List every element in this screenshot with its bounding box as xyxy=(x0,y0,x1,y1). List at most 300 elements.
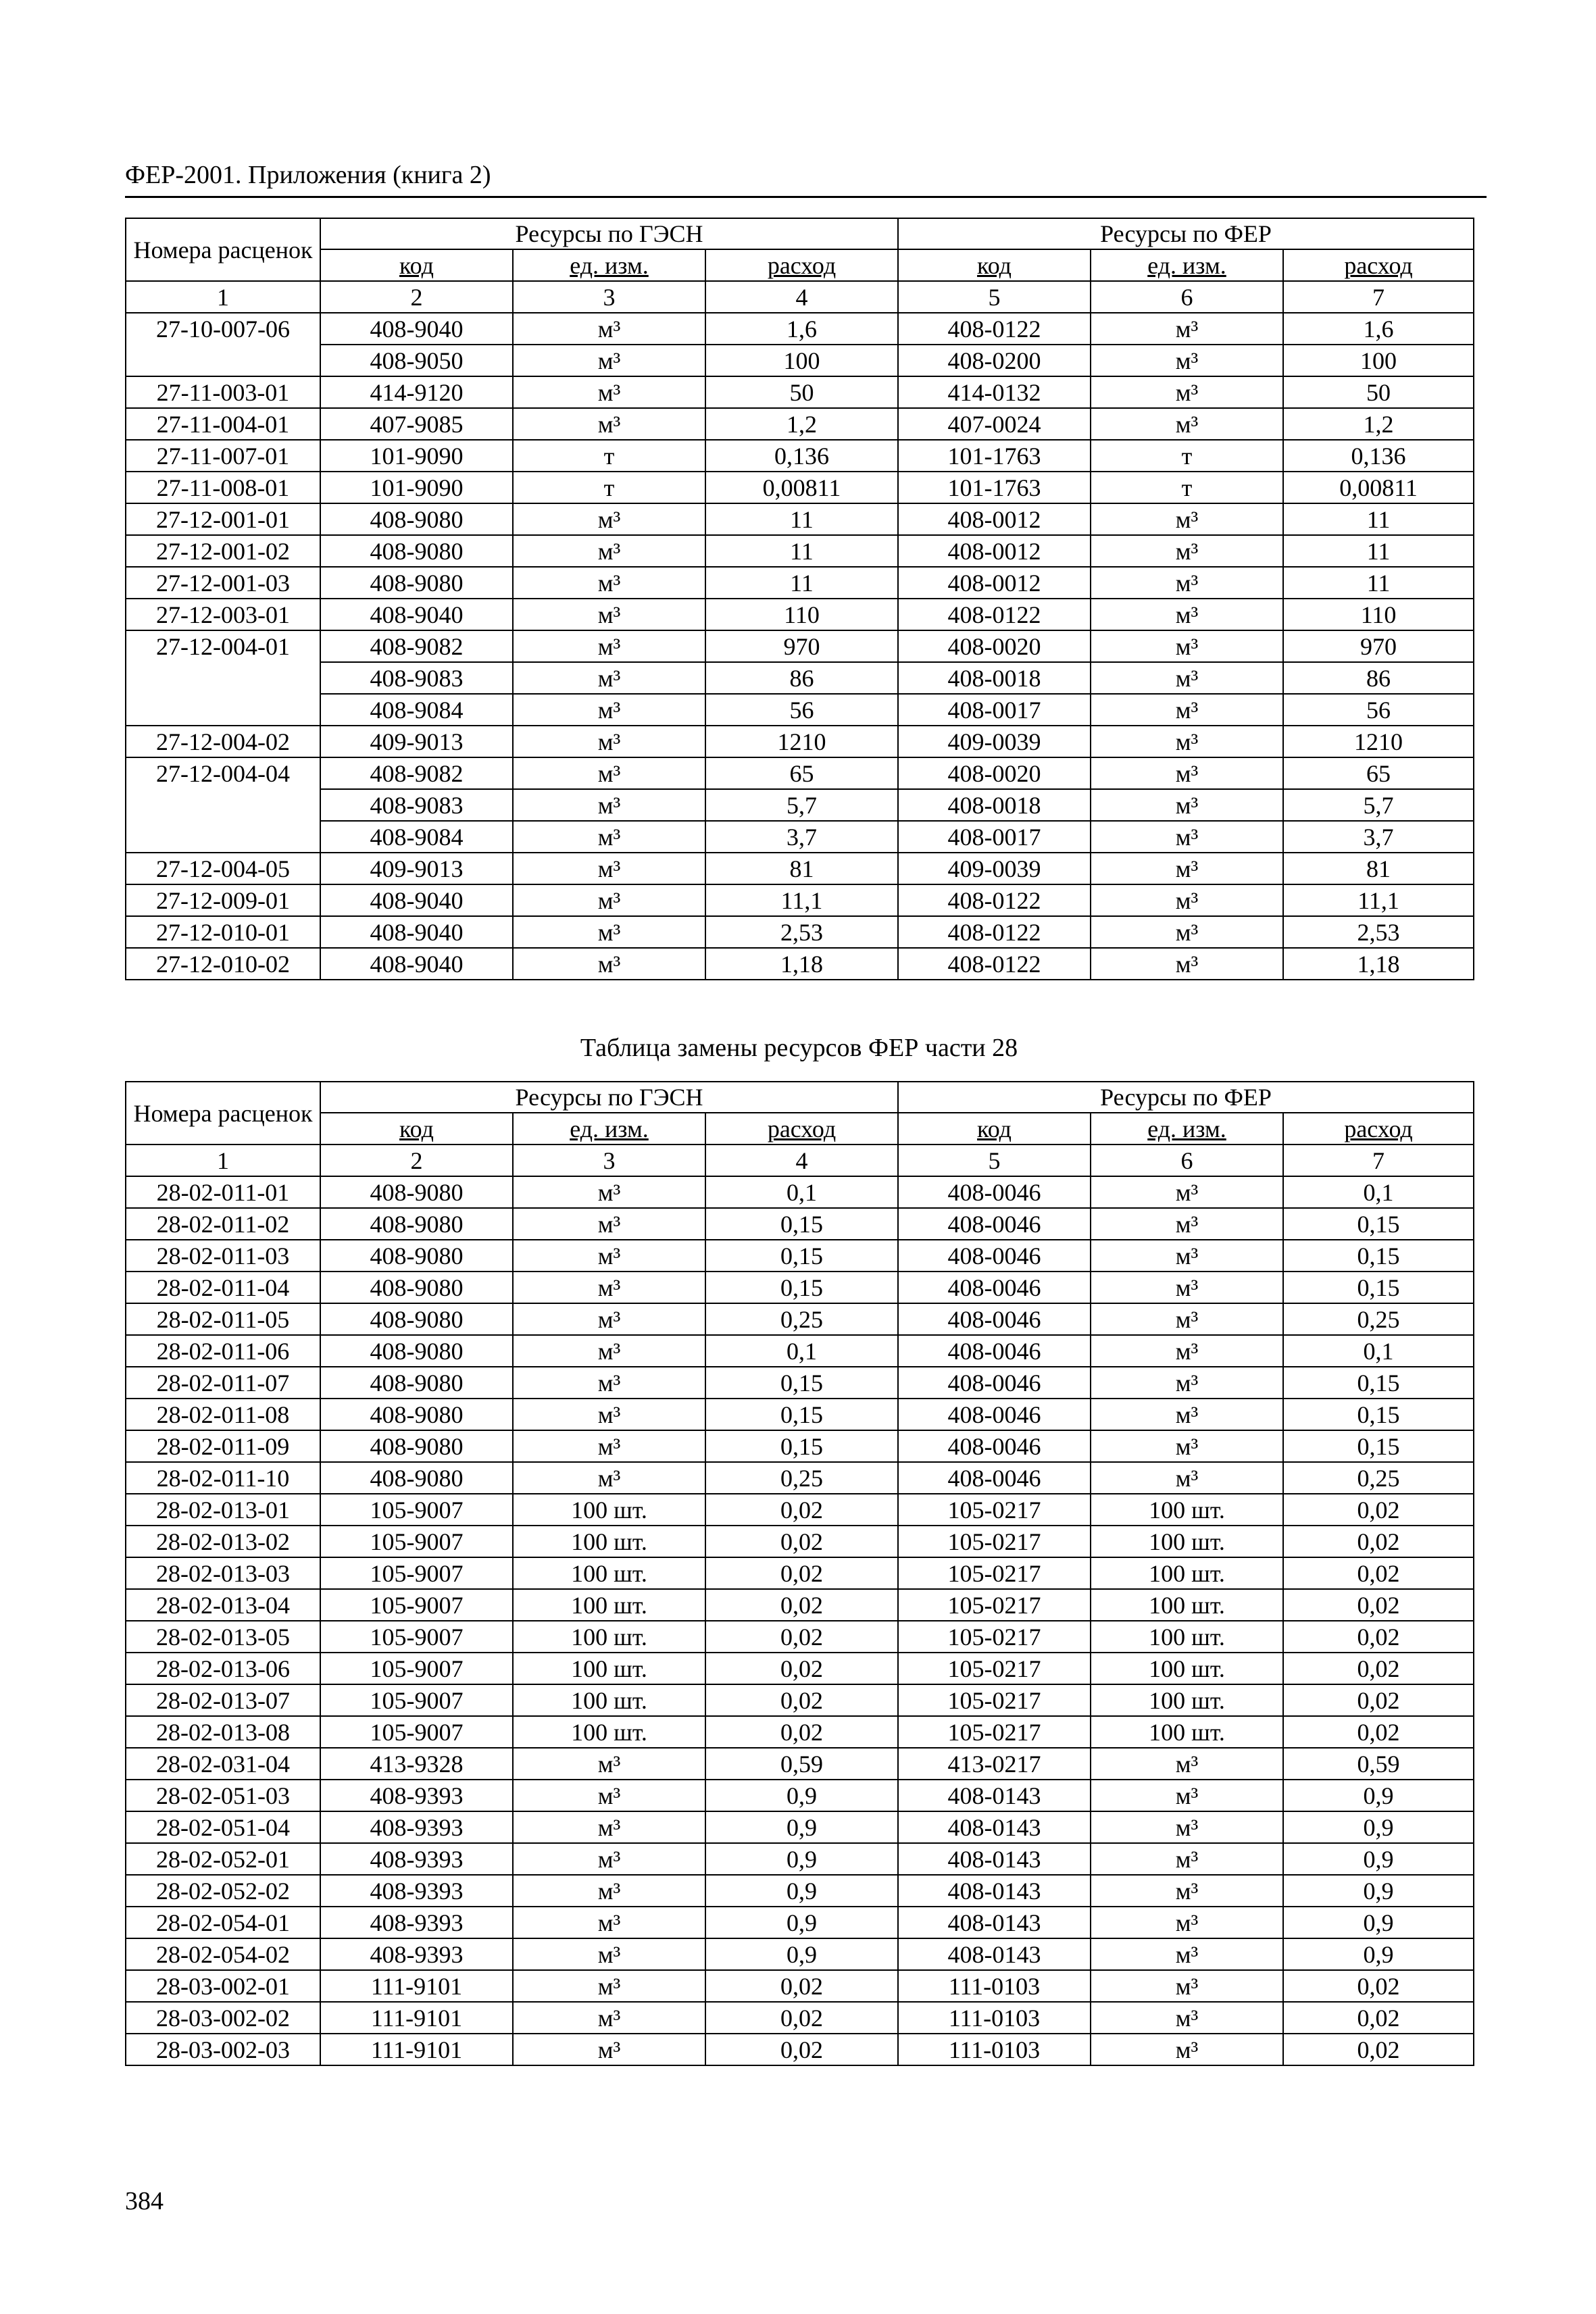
gesn-unit-cell: 100 шт. xyxy=(513,1557,705,1589)
header-gesn-consumption: расход xyxy=(705,1113,898,1145)
fer-unit-cell: м³ xyxy=(1091,1938,1283,1970)
gesn-unit-cell: м³ xyxy=(513,821,705,853)
gesn-code-cell: 105-9007 xyxy=(320,1653,513,1684)
gesn-unit-cell: т xyxy=(513,440,705,472)
fer-code-cell: 105-0217 xyxy=(898,1621,1091,1653)
fer-code-cell: 408-0017 xyxy=(898,821,1091,853)
table-row xyxy=(126,567,1474,599)
header-rates: Номера расценок xyxy=(126,218,320,281)
table-row xyxy=(126,376,1474,408)
gesn-unit-cell: м³ xyxy=(513,853,705,884)
fer-consumption-cell: 0,25 xyxy=(1283,1462,1474,1494)
gesn-code-cell: 408-9084 xyxy=(320,821,513,853)
fer-code-cell: 408-0200 xyxy=(898,345,1091,376)
rate-number-cell: 27-12-004-01 xyxy=(126,630,320,662)
gesn-consumption-cell: 100 xyxy=(705,345,898,376)
gesn-code-cell: 101-9090 xyxy=(320,440,513,472)
fer-code-cell: 111-0103 xyxy=(898,2002,1091,2034)
gesn-code-cell: 408-9080 xyxy=(320,567,513,599)
fer-consumption-cell: 0,9 xyxy=(1283,1843,1474,1875)
fer-consumption-cell: 0,02 xyxy=(1283,1494,1474,1526)
gesn-unit-cell: м³ xyxy=(513,567,705,599)
gesn-consumption-cell: 81 xyxy=(705,853,898,884)
table-row xyxy=(126,1875,1474,1907)
gesn-code-cell: 111-9101 xyxy=(320,2034,513,2065)
gesn-consumption-cell: 0,9 xyxy=(705,1875,898,1907)
rate-number-cell: 28-02-011-09 xyxy=(126,1430,320,1462)
fer-unit-cell: м³ xyxy=(1091,1462,1283,1494)
fer-unit-cell: 100 шт. xyxy=(1091,1621,1283,1653)
gesn-unit-cell: м³ xyxy=(513,1780,705,1811)
fer-code-cell: 408-0020 xyxy=(898,757,1091,789)
rate-number-cell: 28-02-054-02 xyxy=(126,1938,320,1970)
fer-code-cell: 408-0046 xyxy=(898,1303,1091,1335)
page-number: 384 xyxy=(125,2187,164,2215)
fer-consumption-cell: 0,15 xyxy=(1283,1208,1474,1240)
table-row xyxy=(126,1462,1474,1494)
table-row xyxy=(126,1557,1474,1589)
fer-consumption-cell: 0,1 xyxy=(1283,1176,1474,1208)
gesn-consumption-cell: 970 xyxy=(705,630,898,662)
fer-code-cell: 408-0143 xyxy=(898,1780,1091,1811)
fer-code-cell: 101-1763 xyxy=(898,472,1091,503)
table-row xyxy=(126,1526,1474,1557)
gesn-code-cell: 408-9040 xyxy=(320,313,513,345)
fer-code-cell: 408-0122 xyxy=(898,599,1091,630)
header-gesn-code: код xyxy=(320,249,513,281)
gesn-code-cell: 408-9082 xyxy=(320,630,513,662)
fer-unit-cell: м³ xyxy=(1091,1907,1283,1938)
fer-unit-cell: 100 шт. xyxy=(1091,1494,1283,1526)
gesn-unit-cell: 100 шт. xyxy=(513,1589,705,1621)
table-row xyxy=(126,1399,1474,1430)
gesn-code-cell: 409-9013 xyxy=(320,853,513,884)
rate-number-cell: 28-02-011-04 xyxy=(126,1272,320,1303)
gesn-consumption-cell: 0,02 xyxy=(705,1557,898,1589)
table-row xyxy=(126,599,1474,630)
fer-consumption-cell: 5,7 xyxy=(1283,789,1474,821)
fer-code-cell: 408-0046 xyxy=(898,1208,1091,1240)
gesn-consumption-cell: 0,15 xyxy=(705,1367,898,1399)
gesn-code-cell: 105-9007 xyxy=(320,1494,513,1526)
gesn-code-cell: 408-9080 xyxy=(320,1303,513,1335)
fer-consumption-cell: 0,02 xyxy=(1283,1684,1474,1716)
fer-consumption-cell: 50 xyxy=(1283,376,1474,408)
gesn-consumption-cell: 0,02 xyxy=(705,2034,898,2065)
rate-number-cell: 28-02-031-04 xyxy=(126,1748,320,1780)
gesn-unit-cell: м³ xyxy=(513,1811,705,1843)
gesn-consumption-cell: 0,9 xyxy=(705,1843,898,1875)
gesn-unit-cell: м³ xyxy=(513,2002,705,2034)
table-row xyxy=(126,1430,1474,1462)
header-gesn-consumption: расход xyxy=(705,249,898,281)
gesn-unit-cell: м³ xyxy=(513,1430,705,1462)
gesn-code-cell: 408-9080 xyxy=(320,503,513,535)
rate-number-cell: 28-02-013-01 xyxy=(126,1494,320,1526)
fer-code-cell: 408-0017 xyxy=(898,694,1091,726)
gesn-code-cell: 408-9050 xyxy=(320,345,513,376)
fer-code-cell: 408-0018 xyxy=(898,662,1091,694)
gesn-unit-cell: м³ xyxy=(513,535,705,567)
fer-consumption-cell: 0,02 xyxy=(1283,1716,1474,1748)
gesn-consumption-cell: 11 xyxy=(705,567,898,599)
gesn-code-cell: 408-9080 xyxy=(320,1399,513,1430)
fer-consumption-cell: 0,00811 xyxy=(1283,472,1474,503)
table-row xyxy=(126,2034,1474,2065)
rate-number-cell: 27-11-004-01 xyxy=(126,408,320,440)
header-gesn-code: код xyxy=(320,1113,513,1145)
fer-unit-cell: м³ xyxy=(1091,630,1283,662)
fer-unit-cell: м³ xyxy=(1091,1875,1283,1907)
fer-unit-cell: м³ xyxy=(1091,376,1283,408)
fer-consumption-cell: 0,02 xyxy=(1283,1621,1474,1653)
fer-consumption-cell: 11 xyxy=(1283,567,1474,599)
gesn-unit-cell: м³ xyxy=(513,1367,705,1399)
rate-number-cell xyxy=(126,821,320,853)
gesn-consumption-cell: 11 xyxy=(705,503,898,535)
gesn-unit-cell: м³ xyxy=(513,408,705,440)
rate-number-cell: 27-12-010-02 xyxy=(126,948,320,980)
fer-unit-cell: 100 шт. xyxy=(1091,1653,1283,1684)
rate-number-cell: 28-02-011-10 xyxy=(126,1462,320,1494)
fer-unit-cell: м³ xyxy=(1091,789,1283,821)
column-numbers-row xyxy=(126,281,1474,313)
gesn-consumption-cell: 0,9 xyxy=(705,1780,898,1811)
fer-code-cell: 408-0122 xyxy=(898,313,1091,345)
table-caption: Таблица замены ресурсов ФЕР части 28 xyxy=(580,1034,1018,1062)
gesn-code-cell: 408-9393 xyxy=(320,1875,513,1907)
gesn-code-cell: 105-9007 xyxy=(320,1557,513,1589)
page-header: ФЕР-2001. Приложения (книга 2) xyxy=(125,159,1487,198)
gesn-code-cell: 111-9101 xyxy=(320,2002,513,2034)
table-row xyxy=(126,440,1474,472)
fer-consumption-cell: 0,02 xyxy=(1283,1589,1474,1621)
gesn-unit-cell: м³ xyxy=(513,1240,705,1272)
fer-consumption-cell: 0,15 xyxy=(1283,1367,1474,1399)
gesn-code-cell: 408-9393 xyxy=(320,1780,513,1811)
table-row xyxy=(126,630,1474,662)
rate-number-cell: 27-12-009-01 xyxy=(126,884,320,916)
gesn-consumption-cell: 0,00811 xyxy=(705,472,898,503)
column-numbers-row xyxy=(126,1145,1474,1176)
fer-consumption-cell: 100 xyxy=(1283,345,1474,376)
fer-code-cell: 408-0143 xyxy=(898,1938,1091,1970)
fer-consumption-cell: 11 xyxy=(1283,535,1474,567)
rate-number-cell: 27-12-003-01 xyxy=(126,599,320,630)
gesn-unit-cell: м³ xyxy=(513,1272,705,1303)
gesn-consumption-cell: 1,18 xyxy=(705,948,898,980)
gesn-code-cell: 105-9007 xyxy=(320,1684,513,1716)
fer-consumption-cell: 0,59 xyxy=(1283,1748,1474,1780)
fer-consumption-cell: 65 xyxy=(1283,757,1474,789)
fer-code-cell: 408-0046 xyxy=(898,1240,1091,1272)
rate-number-cell: 28-02-011-03 xyxy=(126,1240,320,1272)
fer-unit-cell: м³ xyxy=(1091,884,1283,916)
rate-number-cell: 27-11-007-01 xyxy=(126,440,320,472)
gesn-code-cell: 111-9101 xyxy=(320,1970,513,2002)
gesn-unit-cell: м³ xyxy=(513,694,705,726)
fer-code-cell: 105-0217 xyxy=(898,1653,1091,1684)
gesn-consumption-cell: 0,15 xyxy=(705,1430,898,1462)
table-row xyxy=(126,1176,1474,1208)
column-number: 5 xyxy=(898,281,1091,313)
rate-number-cell: 28-02-011-02 xyxy=(126,1208,320,1240)
column-number: 7 xyxy=(1283,1145,1474,1176)
rate-number-cell xyxy=(126,694,320,726)
fer-code-cell: 105-0217 xyxy=(898,1557,1091,1589)
gesn-code-cell: 414-9120 xyxy=(320,376,513,408)
fer-consumption-cell: 81 xyxy=(1283,853,1474,884)
rate-number-cell: 28-02-013-07 xyxy=(126,1684,320,1716)
column-number: 4 xyxy=(705,281,898,313)
fer-code-cell: 105-0217 xyxy=(898,1716,1091,1748)
gesn-code-cell: 408-9040 xyxy=(320,884,513,916)
fer-unit-cell: м³ xyxy=(1091,599,1283,630)
gesn-unit-cell: м³ xyxy=(513,948,705,980)
fer-consumption-cell: 56 xyxy=(1283,694,1474,726)
fer-unit-cell: м³ xyxy=(1091,1272,1283,1303)
gesn-consumption-cell: 2,53 xyxy=(705,916,898,948)
gesn-consumption-cell: 11 xyxy=(705,535,898,567)
fer-unit-cell: м³ xyxy=(1091,662,1283,694)
fer-consumption-cell: 1,18 xyxy=(1283,948,1474,980)
gesn-code-cell: 409-9013 xyxy=(320,726,513,757)
fer-consumption-cell: 0,9 xyxy=(1283,1811,1474,1843)
gesn-code-cell: 408-9393 xyxy=(320,1938,513,1970)
rate-number-cell: 27-12-001-02 xyxy=(126,535,320,567)
fer-code-cell: 408-0046 xyxy=(898,1399,1091,1430)
table-row xyxy=(126,884,1474,916)
column-number: 1 xyxy=(126,1145,320,1176)
fer-consumption-cell: 0,136 xyxy=(1283,440,1474,472)
fer-code-cell: 408-0046 xyxy=(898,1176,1091,1208)
fer-consumption-cell: 0,15 xyxy=(1283,1240,1474,1272)
fer-unit-cell: м³ xyxy=(1091,1176,1283,1208)
fer-code-cell: 408-0020 xyxy=(898,630,1091,662)
fer-consumption-cell: 0,02 xyxy=(1283,2034,1474,2065)
gesn-code-cell: 105-9007 xyxy=(320,1716,513,1748)
table-row xyxy=(126,503,1474,535)
gesn-unit-cell: м³ xyxy=(513,884,705,916)
table-row xyxy=(126,662,1474,694)
gesn-unit-cell: м³ xyxy=(513,1208,705,1240)
column-number: 6 xyxy=(1091,1145,1283,1176)
rate-number-cell xyxy=(126,345,320,376)
gesn-consumption-cell: 86 xyxy=(705,662,898,694)
gesn-code-cell: 408-9080 xyxy=(320,1272,513,1303)
gesn-consumption-cell: 1,6 xyxy=(705,313,898,345)
gesn-code-cell: 408-9393 xyxy=(320,1843,513,1875)
fer-unit-cell: м³ xyxy=(1091,1303,1283,1335)
fer-unit-cell: 100 шт. xyxy=(1091,1684,1283,1716)
gesn-code-cell: 408-9080 xyxy=(320,1462,513,1494)
fer-unit-cell: м³ xyxy=(1091,916,1283,948)
gesn-unit-cell: м³ xyxy=(513,916,705,948)
table-row xyxy=(126,694,1474,726)
table-row xyxy=(126,1367,1474,1399)
rate-number-cell xyxy=(126,789,320,821)
fer-unit-cell: м³ xyxy=(1091,757,1283,789)
gesn-unit-cell: м³ xyxy=(513,1176,705,1208)
header-fer-group: Ресурсы по ФЕР xyxy=(898,1082,1474,1113)
gesn-consumption-cell: 0,02 xyxy=(705,1684,898,1716)
resource-table-part-27 xyxy=(125,218,1474,980)
gesn-unit-cell: м³ xyxy=(513,726,705,757)
fer-unit-cell: м³ xyxy=(1091,1399,1283,1430)
fer-unit-cell: м³ xyxy=(1091,2034,1283,2065)
gesn-code-cell: 408-9080 xyxy=(320,1240,513,1272)
gesn-consumption-cell: 0,02 xyxy=(705,1621,898,1653)
gesn-unit-cell: 100 шт. xyxy=(513,1621,705,1653)
gesn-unit-cell: м³ xyxy=(513,1875,705,1907)
gesn-unit-cell: м³ xyxy=(513,1907,705,1938)
fer-code-cell: 105-0217 xyxy=(898,1494,1091,1526)
table-row xyxy=(126,1208,1474,1240)
fer-unit-cell: м³ xyxy=(1091,694,1283,726)
rate-number-cell xyxy=(126,662,320,694)
fer-unit-cell: м³ xyxy=(1091,1367,1283,1399)
header-fer-group: Ресурсы по ФЕР xyxy=(898,218,1474,249)
fer-code-cell: 409-0039 xyxy=(898,726,1091,757)
gesn-unit-cell: 100 шт. xyxy=(513,1716,705,1748)
rate-number-cell: 28-02-051-04 xyxy=(126,1811,320,1843)
fer-unit-cell: м³ xyxy=(1091,313,1283,345)
gesn-code-cell: 408-9393 xyxy=(320,1811,513,1843)
gesn-consumption-cell: 1,2 xyxy=(705,408,898,440)
fer-code-cell: 111-0103 xyxy=(898,1970,1091,2002)
fer-unit-cell: м³ xyxy=(1091,853,1283,884)
table-row xyxy=(126,1716,1474,1748)
gesn-code-cell: 408-9080 xyxy=(320,1176,513,1208)
header-gesn-group: Ресурсы по ГЭСН xyxy=(320,1082,898,1113)
gesn-consumption-cell: 65 xyxy=(705,757,898,789)
gesn-unit-cell: м³ xyxy=(513,1399,705,1430)
fer-consumption-cell: 0,15 xyxy=(1283,1399,1474,1430)
gesn-code-cell: 105-9007 xyxy=(320,1526,513,1557)
table-row xyxy=(126,408,1474,440)
fer-consumption-cell: 970 xyxy=(1283,630,1474,662)
gesn-consumption-cell: 0,02 xyxy=(705,1716,898,1748)
table-row xyxy=(126,916,1474,948)
table-row xyxy=(126,1970,1474,2002)
table-row xyxy=(126,1684,1474,1716)
fer-unit-cell: м³ xyxy=(1091,535,1283,567)
header-gesn-unit: ед. изм. xyxy=(513,1113,705,1145)
rate-number-cell: 28-02-011-01 xyxy=(126,1176,320,1208)
rate-number-cell: 28-02-013-04 xyxy=(126,1589,320,1621)
gesn-unit-cell: м³ xyxy=(513,1938,705,1970)
fer-code-cell: 408-0012 xyxy=(898,503,1091,535)
table-row xyxy=(126,2002,1474,2034)
gesn-unit-cell: м³ xyxy=(513,630,705,662)
gesn-unit-cell: м³ xyxy=(513,599,705,630)
gesn-code-cell: 408-9040 xyxy=(320,599,513,630)
fer-code-cell: 408-0046 xyxy=(898,1367,1091,1399)
gesn-consumption-cell: 0,9 xyxy=(705,1811,898,1843)
rate-number-cell: 28-03-002-02 xyxy=(126,2002,320,2034)
rate-number-cell: 28-02-052-02 xyxy=(126,1875,320,1907)
fer-consumption-cell: 1210 xyxy=(1283,726,1474,757)
gesn-code-cell: 408-9393 xyxy=(320,1907,513,1938)
fer-consumption-cell: 0,9 xyxy=(1283,1938,1474,1970)
fer-unit-cell: м³ xyxy=(1091,1335,1283,1367)
fer-code-cell: 408-0046 xyxy=(898,1272,1091,1303)
column-number: 5 xyxy=(898,1145,1091,1176)
gesn-consumption-cell: 0,02 xyxy=(705,1526,898,1557)
fer-unit-cell: 100 шт. xyxy=(1091,1589,1283,1621)
table-row xyxy=(126,1653,1474,1684)
header-gesn-unit: ед. изм. xyxy=(513,249,705,281)
gesn-consumption-cell: 0,02 xyxy=(705,1589,898,1621)
fer-unit-cell: м³ xyxy=(1091,2002,1283,2034)
fer-unit-cell: м³ xyxy=(1091,1811,1283,1843)
rate-number-cell: 27-12-001-03 xyxy=(126,567,320,599)
rate-number-cell: 27-12-001-01 xyxy=(126,503,320,535)
fer-unit-cell: 100 шт. xyxy=(1091,1716,1283,1748)
gesn-consumption-cell: 0,15 xyxy=(705,1240,898,1272)
gesn-code-cell: 413-9328 xyxy=(320,1748,513,1780)
gesn-code-cell: 105-9007 xyxy=(320,1589,513,1621)
fer-unit-cell: м³ xyxy=(1091,948,1283,980)
gesn-unit-cell: м³ xyxy=(513,1843,705,1875)
gesn-consumption-cell: 1210 xyxy=(705,726,898,757)
gesn-code-cell: 408-9080 xyxy=(320,1430,513,1462)
fer-code-cell: 408-0122 xyxy=(898,884,1091,916)
table-row xyxy=(126,1621,1474,1653)
rate-number-cell: 28-02-011-05 xyxy=(126,1303,320,1335)
gesn-code-cell: 408-9080 xyxy=(320,1335,513,1367)
table-row xyxy=(126,757,1474,789)
gesn-consumption-cell: 110 xyxy=(705,599,898,630)
rate-number-cell: 28-03-002-03 xyxy=(126,2034,320,2065)
table-row xyxy=(126,726,1474,757)
column-number: 6 xyxy=(1091,281,1283,313)
header-gesn-group: Ресурсы по ГЭСН xyxy=(320,218,898,249)
fer-code-cell: 105-0217 xyxy=(898,1684,1091,1716)
gesn-code-cell: 408-9040 xyxy=(320,916,513,948)
gesn-code-cell: 408-9080 xyxy=(320,535,513,567)
rate-number-cell: 28-02-054-01 xyxy=(126,1907,320,1938)
gesn-consumption-cell: 56 xyxy=(705,694,898,726)
rate-number-cell: 27-12-004-05 xyxy=(126,853,320,884)
fer-unit-cell: т xyxy=(1091,472,1283,503)
fer-code-cell: 408-0122 xyxy=(898,916,1091,948)
rate-number-cell: 28-02-013-08 xyxy=(126,1716,320,1748)
rate-number-cell: 28-03-002-01 xyxy=(126,1970,320,2002)
fer-consumption-cell: 2,53 xyxy=(1283,916,1474,948)
gesn-code-cell: 408-9082 xyxy=(320,757,513,789)
rate-number-cell: 27-12-004-02 xyxy=(126,726,320,757)
fer-unit-cell: м³ xyxy=(1091,1748,1283,1780)
fer-consumption-cell: 86 xyxy=(1283,662,1474,694)
table-row xyxy=(126,1811,1474,1843)
fer-code-cell: 105-0217 xyxy=(898,1526,1091,1557)
gesn-unit-cell: м³ xyxy=(513,345,705,376)
table-row xyxy=(126,1240,1474,1272)
gesn-unit-cell: м³ xyxy=(513,789,705,821)
gesn-unit-cell: 100 шт. xyxy=(513,1684,705,1716)
table-row xyxy=(126,948,1474,980)
fer-unit-cell: м³ xyxy=(1091,726,1283,757)
header-fer-consumption: расход xyxy=(1283,1113,1474,1145)
fer-unit-cell: м³ xyxy=(1091,1970,1283,2002)
rate-number-cell: 27-11-003-01 xyxy=(126,376,320,408)
gesn-consumption-cell: 0,02 xyxy=(705,1970,898,2002)
gesn-code-cell: 101-9090 xyxy=(320,472,513,503)
fer-consumption-cell: 0,15 xyxy=(1283,1430,1474,1462)
fer-unit-cell: м³ xyxy=(1091,1780,1283,1811)
fer-consumption-cell: 3,7 xyxy=(1283,821,1474,853)
